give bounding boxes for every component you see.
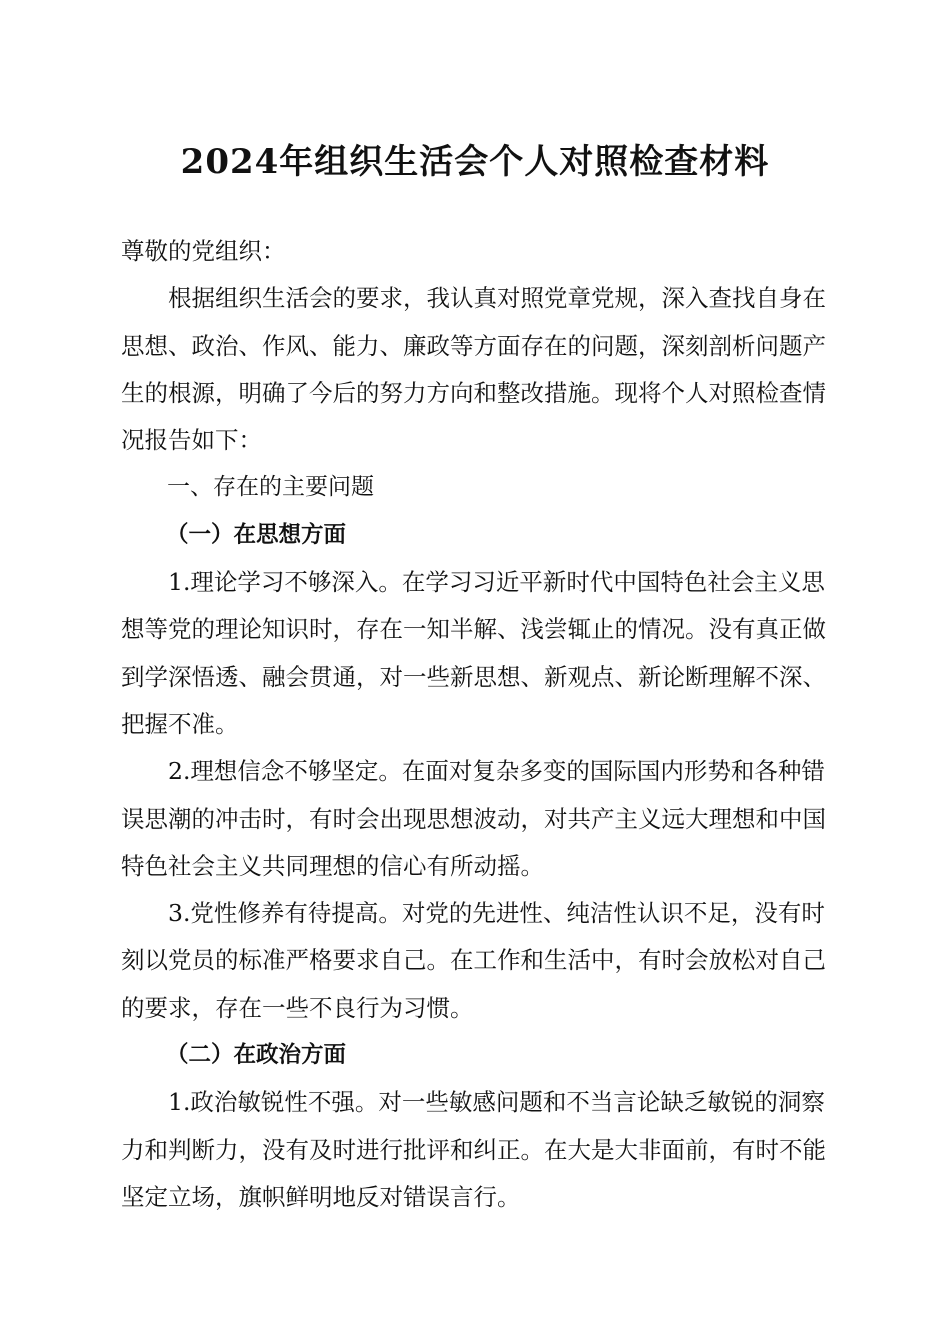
intro-paragraph: 根据组织生活会的要求，我认真对照党章党规，深入查找自身在思想、政治、作风、能力、廉政等方面存在的问题，深刻剖析问题产生的根源，明确了今后的努力方向和整改措施。现将个人对照检查情况报告如下： [121,284,826,455]
paragraph-party-spirit: 3.党性修养有待提高。对党的先进性、纯洁性认识不足，没有时刻以党员的标准严格要求自己。在工作和生活中，有时会放松对自己的要求，存在一些不良行为习惯。 [121,899,826,1022]
subsection-heading-thought: （一）在思想方面 [166,521,347,548]
document-title: 2024年组织生活会个人对照检查材料 [180,142,770,182]
paragraph-theory-study: 1.理论学习不够深入。在学习习近平新时代中国特色社会主义思想等党的理论知识时，存在一知半解、浅尝辄止的情况。没有真正做到学深悟透、融会贯通，对一些新思想、新观点、新论断理解不深、把握不准。 [121,568,826,738]
document-body [121,228,833,1221]
subsection-heading-politics: （二）在政治方面 [166,1042,347,1069]
section-heading-problems: 一、存在的主要问题 [167,474,374,501]
paragraph-political-sensitivity: 1.政治敏锐性不强。对一些敏感问题和不当言论缺乏敏锐的洞察力和判断力，没有及时进行批评和纠正。在大是大非面前，有时不能坚定立场，旗帜鲜明地反对错误言行。 [121,1088,826,1211]
paragraph-ideals-belief: 2.理想信念不够坚定。在面对复杂多变的国际国内形势和各种错误思潮的冲击时，有时会出现思想波动，对共产主义远大理想和中国特色社会主义共同理想的信心有所动摇。 [121,757,826,880]
salutation: 尊敬的党组织： [121,237,286,265]
